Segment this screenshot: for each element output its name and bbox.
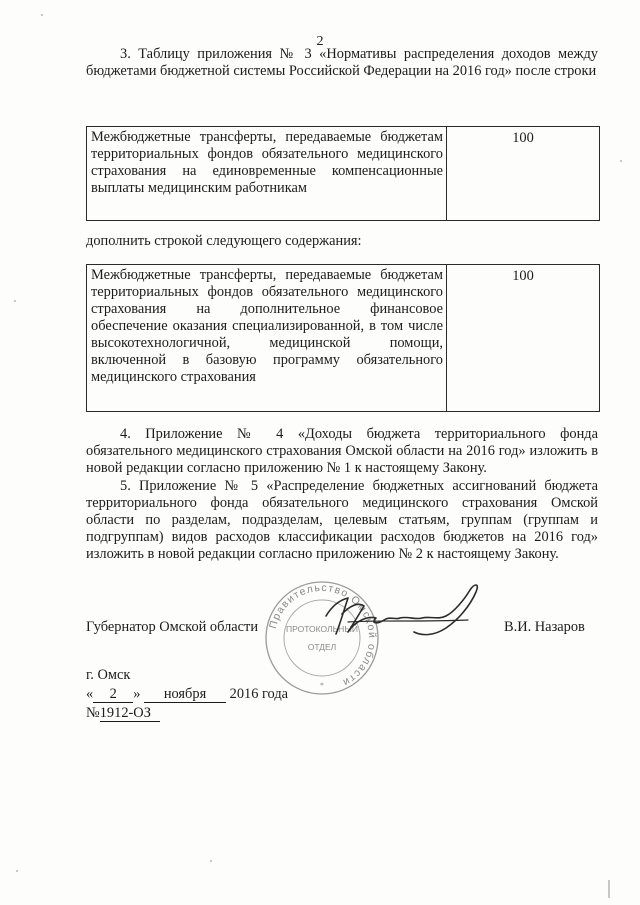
date-day: 2 — [93, 687, 133, 703]
row-description: Межбюджетные трансферты, передаваемые бюджетам территориальных фондов обязательного медицинского страхования на дополнительное финансовое обеспечение оказания специализированной, в том числе высокотехнологичной, медицинской помощи, включенной в базовую программу обязательного медицинского страхования — [87, 265, 447, 412]
stamp-outer-text: Правительство Омской области — [266, 581, 379, 689]
svg-text:*: * — [320, 681, 324, 690]
page-number: 2 — [316, 34, 324, 49]
signatory-title: Губернатор Омской области — [86, 619, 259, 635]
add-row-instruction: дополнить строкой следующего содержания: — [86, 233, 362, 249]
scan-speck — [210, 860, 212, 862]
number-sign: № — [86, 705, 100, 721]
table-original-row — [86, 126, 600, 221]
law-number-value: 1912-ОЗ — [100, 706, 160, 722]
row-description: Межбюджетные трансферты, передаваемые бюджетам территориальных фондов обязательного медицинского страхования на единовременные компенсационные выплаты медицинским работникам — [87, 127, 447, 221]
scan-edge-mark — [608, 880, 610, 898]
signatory-name: В.И. Назаров — [504, 619, 585, 635]
scan-speck — [14, 300, 16, 302]
handwritten-signature — [318, 576, 498, 656]
paragraph-4: 4. Приложение № 4 «Доходы бюджета территориального фонда обязательного медицинского страхования Омской области на 2016 год» изложить в новой редакции согласно приложению № 1 к настоящему Закону. — [86, 426, 598, 476]
paragraph-3: 3. Таблицу приложения № 3 «Нормативы распределения доходов между бюджетами бюджетной системы Российской Федерации на 2016 год» после строки — [86, 46, 598, 79]
paragraph-5: 5. Приложение № 5 «Распределение бюджетных ассигнований бюджета территориального фонда обязательного медицинского страхования Омской области по разделам, подразделам, целевым статьям, группам (группам и подгруппам) видов расходов классификации расходов бюджетов на 2016 год» изложить в новой редакции согласно приложению № 2 к настоящему Закону. — [86, 478, 598, 562]
signing-city: г. Омск — [86, 667, 131, 683]
scan-speck — [620, 160, 622, 162]
date-month: ноября — [144, 687, 226, 703]
signing-date — [86, 686, 288, 703]
date-open-quote: « — [86, 686, 94, 702]
date-year: 2016 года — [229, 686, 289, 702]
stamp-inner-line1: ПРОТОКОЛЬНЫЙ — [286, 624, 358, 634]
row-value: 100 — [447, 265, 600, 412]
scan-speck — [16, 870, 18, 872]
table-row — [87, 127, 600, 221]
stamp-inner-line2: ОТДЕЛ — [307, 642, 337, 652]
table-new-row — [86, 264, 600, 412]
date-close-quote: » — [133, 686, 141, 702]
law-number — [86, 705, 160, 722]
scan-speck — [41, 14, 43, 16]
row-value: 100 — [447, 127, 600, 221]
table-row — [87, 265, 600, 412]
